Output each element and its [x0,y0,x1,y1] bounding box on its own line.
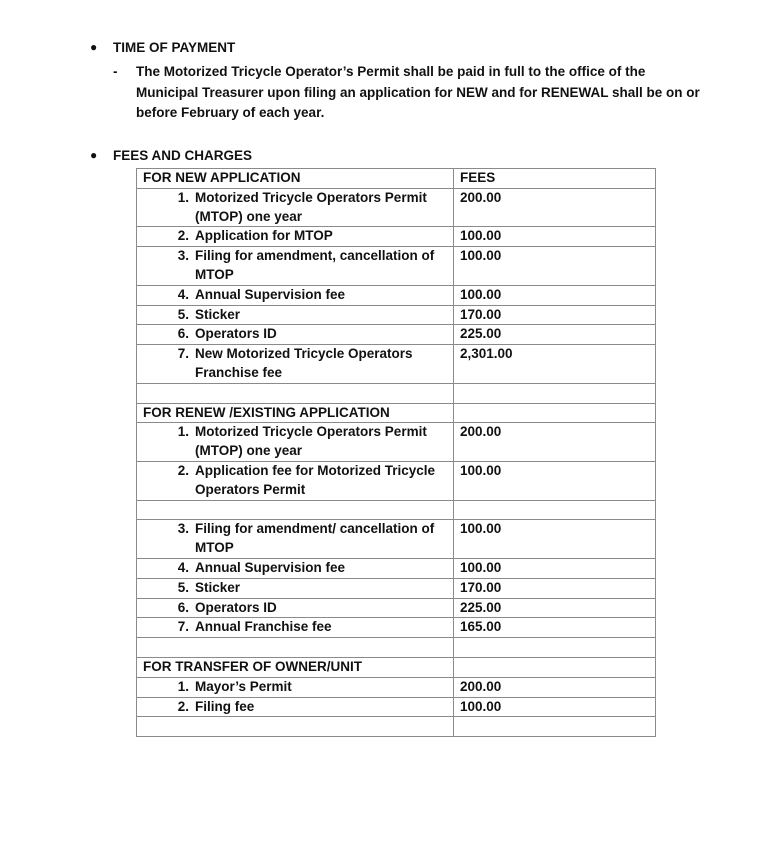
fee-cell [454,383,656,403]
table-row [137,423,656,462]
table-row [137,520,656,559]
table-row [137,188,656,227]
list-item [143,325,453,344]
item-label: Operators ID [195,599,277,615]
description-cell [137,227,454,247]
list-item [143,698,453,717]
description-cell [137,423,454,462]
item-number: 2. [177,698,189,714]
description-cell [137,520,454,559]
item-label: Motorized Tricycle Operators Permit (MTOP) one year [195,424,427,459]
description-cell [137,578,454,598]
list-item [143,247,453,285]
table-section-header [137,169,656,189]
item-number: 4. [177,559,189,575]
table-row [137,618,656,638]
payment-text: The Motorized Tricycle Operator’s Permit shall be paid in full to the office of the Municipal Treasurer upon filing an application for NEW and for RENEWAL shall be on or before February of each year. [136,64,700,120]
description-cell [137,558,454,578]
fee-cell: 200.00 [454,677,656,697]
description-cell [137,500,454,520]
list-item [143,306,453,325]
fee-cell [454,638,656,658]
list-item [143,462,453,500]
list-item [143,559,453,578]
fee-cell: 170.00 [454,305,656,325]
item-number: 1. [177,424,189,440]
item-number: 2. [177,228,189,244]
dash-marker: - [113,64,118,79]
item-label: Filing fee [195,698,255,714]
description-cell [137,383,454,403]
item-number: 6. [177,599,189,615]
table-row [137,697,656,717]
fee-cell: 100.00 [454,461,656,500]
description-cell [137,188,454,227]
item-label: Application fee for Motorized Tricycle Operators Permit [195,462,436,497]
description-cell [137,638,454,658]
item-label: Sticker [195,306,241,322]
item-number: 1. [177,678,189,694]
fee-cell: 200.00 [454,188,656,227]
table-row [137,227,656,247]
description-cell [137,345,454,384]
fee-cell [454,500,656,520]
fee-cell: 170.00 [454,578,656,598]
description-cell: FOR RENEW /EXISTING APPLICATION [137,403,454,423]
item-number: 7. [177,346,189,362]
fee-cell: 100.00 [454,520,656,559]
item-number: 1. [177,189,189,205]
section-heading: TIME OF PAYMENT [113,40,236,55]
description-cell [137,598,454,618]
item-label: Sticker [195,579,241,595]
table-row [137,247,656,286]
item-number: 3. [177,521,189,537]
description-cell [137,325,454,345]
item-label: New Motorized Tricycle Operators Franchise fee [195,346,413,380]
item-label: Annual Supervision fee [195,559,346,575]
table-row [137,325,656,345]
list-item [143,579,453,598]
table-row [137,305,656,325]
item-label: Mayor’s Permit [195,678,292,694]
table-row [137,285,656,305]
list-item [143,345,453,383]
fees-table [136,168,656,737]
fee-cell: FEES [454,169,656,189]
table-section-header [137,403,656,423]
description-cell: FOR NEW APPLICATION [137,169,454,189]
list-item [143,227,453,246]
fee-cell [454,717,656,737]
fee-cell: 165.00 [454,618,656,638]
item-label: Motorized Tricycle Operators Permit (MTOP) one year [195,189,427,224]
fee-cell: 225.00 [454,325,656,345]
list-item [143,286,453,305]
list-item [143,189,453,227]
table-empty-row [137,638,656,658]
list-item [143,618,453,637]
item-label: Application for MTOP [195,228,333,244]
description-cell [137,717,454,737]
item-label: Filing for amendment, cancellation of MTOP [195,248,435,282]
item-number: 7. [177,619,189,635]
table-row [137,558,656,578]
list-item [143,423,453,461]
fee-cell: 100.00 [454,247,656,286]
bullet-icon: ● [90,148,98,162]
item-number: 4. [177,286,189,302]
table-row [137,598,656,618]
table-row [137,578,656,598]
item-number: 5. [177,579,189,595]
fee-cell: 100.00 [454,697,656,717]
description-cell [137,697,454,717]
fee-cell: 225.00 [454,598,656,618]
fee-cell: 100.00 [454,227,656,247]
table-section-header [137,657,656,677]
table-row [137,461,656,500]
table-row [137,677,656,697]
bullet-icon: ● [90,40,98,54]
item-number: 2. [177,462,189,478]
fee-cell: 2,301.00 [454,345,656,384]
list-item [143,678,453,697]
fee-cell: 200.00 [454,423,656,462]
fee-cell [454,403,656,423]
item-number: 6. [177,326,189,342]
description-cell [137,677,454,697]
item-label: Annual Franchise fee [195,619,332,635]
table-empty-row [137,500,656,520]
table-row [137,345,656,384]
fee-cell: 100.00 [454,285,656,305]
description-cell [137,305,454,325]
fee-cell: 100.00 [454,558,656,578]
description-cell [137,247,454,286]
list-item [143,599,453,618]
section-heading: FEES AND CHARGES [113,148,253,163]
item-number: 3. [177,248,189,264]
description-cell [137,285,454,305]
description-cell [137,461,454,500]
fee-cell [454,657,656,677]
table-empty-row [137,717,656,737]
item-label: Filing for amendment/ cancellation of MTOP [195,521,435,556]
table-empty-row [137,383,656,403]
description-cell [137,618,454,638]
item-label: Operators ID [195,326,277,342]
item-label: Annual Supervision fee [195,286,346,302]
item-number: 5. [177,306,189,322]
description-cell: FOR TRANSFER OF OWNER/UNIT [137,657,454,677]
list-item [143,520,453,558]
